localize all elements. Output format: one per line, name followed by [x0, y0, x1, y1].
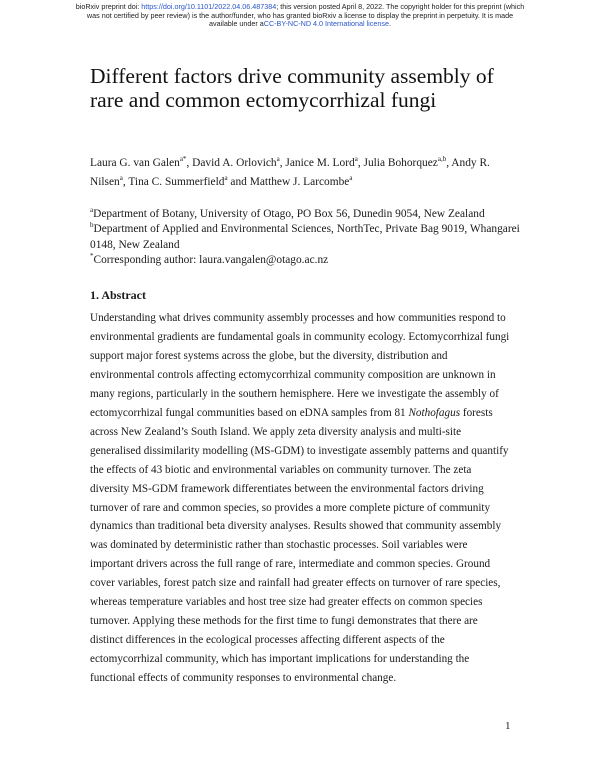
author: Janice M. Lord$^a$, [285, 155, 364, 169]
abstract-line: dynamics than traditional beta diversity analyses. Results showed that community assembly [90, 520, 502, 533]
affiliation-b: $^b$Department of Applied and Environmental Sciences, NorthTec, Private Bag 9019, Whangarei 0148, New Zealand [90, 221, 520, 251]
abstract-line: environmental controls affecting ectomycorrhizal community composition are unknown in [90, 368, 496, 381]
author: Andy R. Nilsen$^a$, [90, 157, 490, 188]
abstract-line: was dominated by deterministic rather than stochastic processes. Soil variables were [90, 539, 468, 552]
author: Julia Bohorquez$^{a,b}$, [363, 155, 452, 169]
abstract-line: across New Zealand’s South Island. We apply zeta diversity analysis and multi-site [90, 425, 462, 438]
abstract-line: support major forest systems across the globe, but the diversity, distribution and [90, 349, 448, 362]
page-number: 1 [505, 720, 511, 732]
abstract-line: turnover of rare and common species, so provides a more complete picture of community [90, 501, 491, 514]
preprint-banner [0, 3, 600, 29]
author: Tina C. Summerfield$^a$ and [128, 174, 250, 188]
doi-link[interactable]: https://doi.org/10.1101/2022.04.06.487384 [141, 2, 277, 11]
paper-title: Different factors drive community assembly of rare and common ectomycorrhizal fungi [90, 64, 494, 112]
abstract-line: Understanding what drives community assembly processes and how communities respond to [90, 312, 506, 324]
abstract-line: functional effects of community responses to environmental change. [90, 672, 397, 685]
abstract-line: diversity MS-GDM framework differentiates between the environmental factors driving [90, 482, 484, 495]
abstract-line: important drivers across the full range of rare, intermediate and common species. Ground [90, 558, 491, 571]
abstract-line: whereas temperature variables and host tree size had greater effects on common species [90, 596, 483, 609]
author: Matthew J. Larcombe$^a$ [249, 174, 353, 188]
genus-name: Nothofagus [408, 406, 461, 419]
banner-line-1: bioRxiv preprint doi: https://doi.org/10.1101/2022.04.06.487384; this version posted April 8, 2022. The copyright holder for this preprint (which [75, 2, 525, 11]
license-link[interactable]: CC-BY-NC-ND 4.0 International license [263, 19, 389, 29]
abstract-line: turnover. Applying these methods for the first time to fungi demonstrates that there are [90, 615, 478, 628]
abstract-line: distinct differences in the ecological processes affecting different aspects of the [90, 634, 445, 647]
author-list [90, 154, 520, 192]
abstract-line: ectomycorrhizal community, which has important implications for understanding the [90, 653, 470, 666]
banner-line-3: available under aCC-BY-NC-ND 4.0 International license. [209, 19, 391, 29]
abstract-body [90, 309, 520, 688]
abstract-heading: 1. Abstract [90, 288, 146, 302]
abstract-line: the effects of 43 biotic and environmental variables on community turnover. The zeta [90, 463, 472, 476]
corresponding-author: *Corresponding author: laura.vangalen@otago.ac.nz [90, 252, 329, 267]
abstract-line: many regions, particularly in the southern hemisphere. Here we investigate the assembly of [90, 387, 499, 400]
abstract-line: generalised dissimilarity modelling (MS-GDM) to investigate assembly patterns and quantify [90, 444, 509, 457]
author: Laura G. van Galen$^{a*}$, [90, 155, 193, 169]
affiliations [90, 207, 520, 269]
affiliation-a: $^a$Department of Botany, University of Otago, PO Box 56, Dunedin 9054, New Zealand [90, 206, 485, 220]
author: David A. Orlovich$^a$, [192, 155, 286, 169]
abstract-line: cover variables, forest patch size and rainfall had greater effects on turnover of rare species, [90, 577, 501, 590]
abstract-line: ectomycorrhizal fungal communities based on eDNA samples from 81 Nothofagus forests [90, 406, 493, 419]
abstract-line: environmental gradients are fundamental goals in community ecology. Ectomycorrhizal fungi [90, 330, 510, 343]
banner-line-2: was not certified by peer review) is the author/funder, who has granted bioRxiv a license to display the preprint in perpetuity. It is made [86, 10, 514, 20]
